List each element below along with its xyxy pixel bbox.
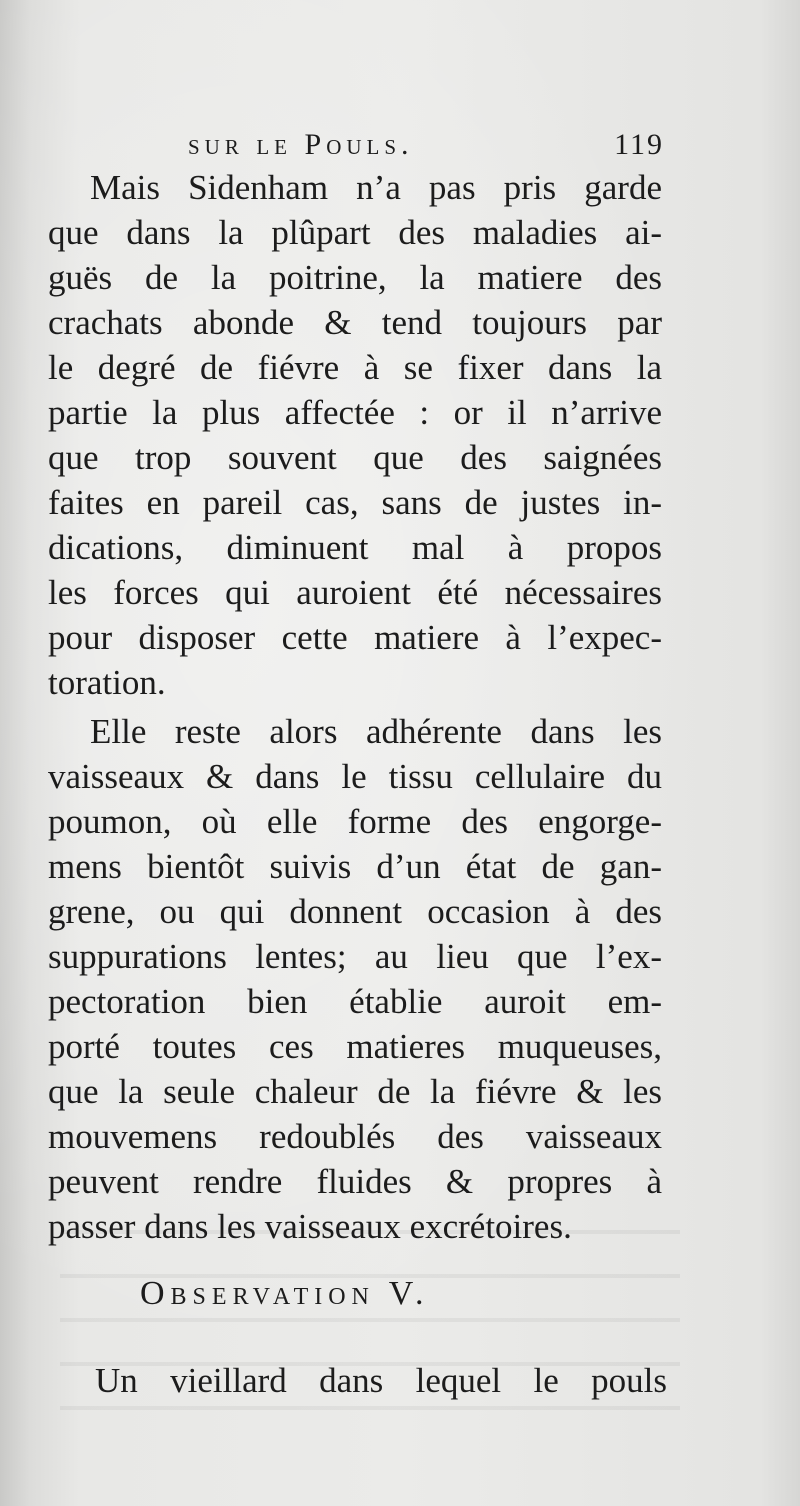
text-line: poumon, où elle forme des engorge- [48, 802, 662, 841]
text-line: Mais Sidenham n’a pas pris garde [90, 168, 662, 207]
text-line: pectoration bien établie auroit em- [48, 982, 662, 1021]
running-title: sur le Pouls. [188, 128, 414, 161]
text-line: peuvent rendre fluides & propres à [48, 1162, 662, 1201]
page-header [188, 128, 664, 168]
text-line: faites en pareil cas, sans de justes in- [48, 483, 662, 522]
section-heading: Observation V. [140, 1275, 430, 1312]
text-line: porté toutes ces matieres muqueuses, [48, 1027, 662, 1066]
text-line: dications, diminuent mal à propos [48, 528, 662, 567]
text-line: passer dans les vaisseaux excrétoires. [48, 1207, 572, 1246]
text-line: suppurations lentes; au lieu que l’ex- [48, 937, 662, 976]
text-line: toration. [48, 663, 166, 702]
text-line: Elle reste alors adhérente dans les [90, 712, 662, 751]
text-line: le degré de fiévre à se fixer dans la [48, 348, 662, 387]
text-line: partie la plus affectée : or il n’arrive [48, 393, 662, 432]
text-line: crachats abonde & tend toujours par [48, 303, 662, 342]
body-text [48, 165, 662, 1249]
paragraph-2 [48, 709, 662, 1249]
text-line: que dans la plûpart des maladies ai- [48, 213, 662, 252]
text-line: grene, ou qui donnent occasion à des [48, 892, 662, 931]
text-line: mouvemens redoublés des vaisseaux [48, 1117, 662, 1156]
text-line: que la seule chaleur de la fiévre & les [48, 1072, 662, 1111]
text-line: pour disposer cette matiere à l’expec- [48, 618, 662, 657]
text-line: vaisseaux & dans le tissu cellulaire du [48, 757, 662, 796]
text-line: mens bientôt suivis d’un état de gan- [48, 847, 662, 886]
text-line: les forces qui auroient été nécessaires [48, 573, 662, 612]
text-line: Un vieillard dans lequel le pouls [95, 1361, 667, 1400]
text-line: que trop souvent que des saignées [48, 438, 662, 477]
paragraph-1 [48, 165, 662, 705]
text-line: guës de la poitrine, la matiere des [48, 258, 662, 297]
page-number: 119 [614, 128, 664, 161]
